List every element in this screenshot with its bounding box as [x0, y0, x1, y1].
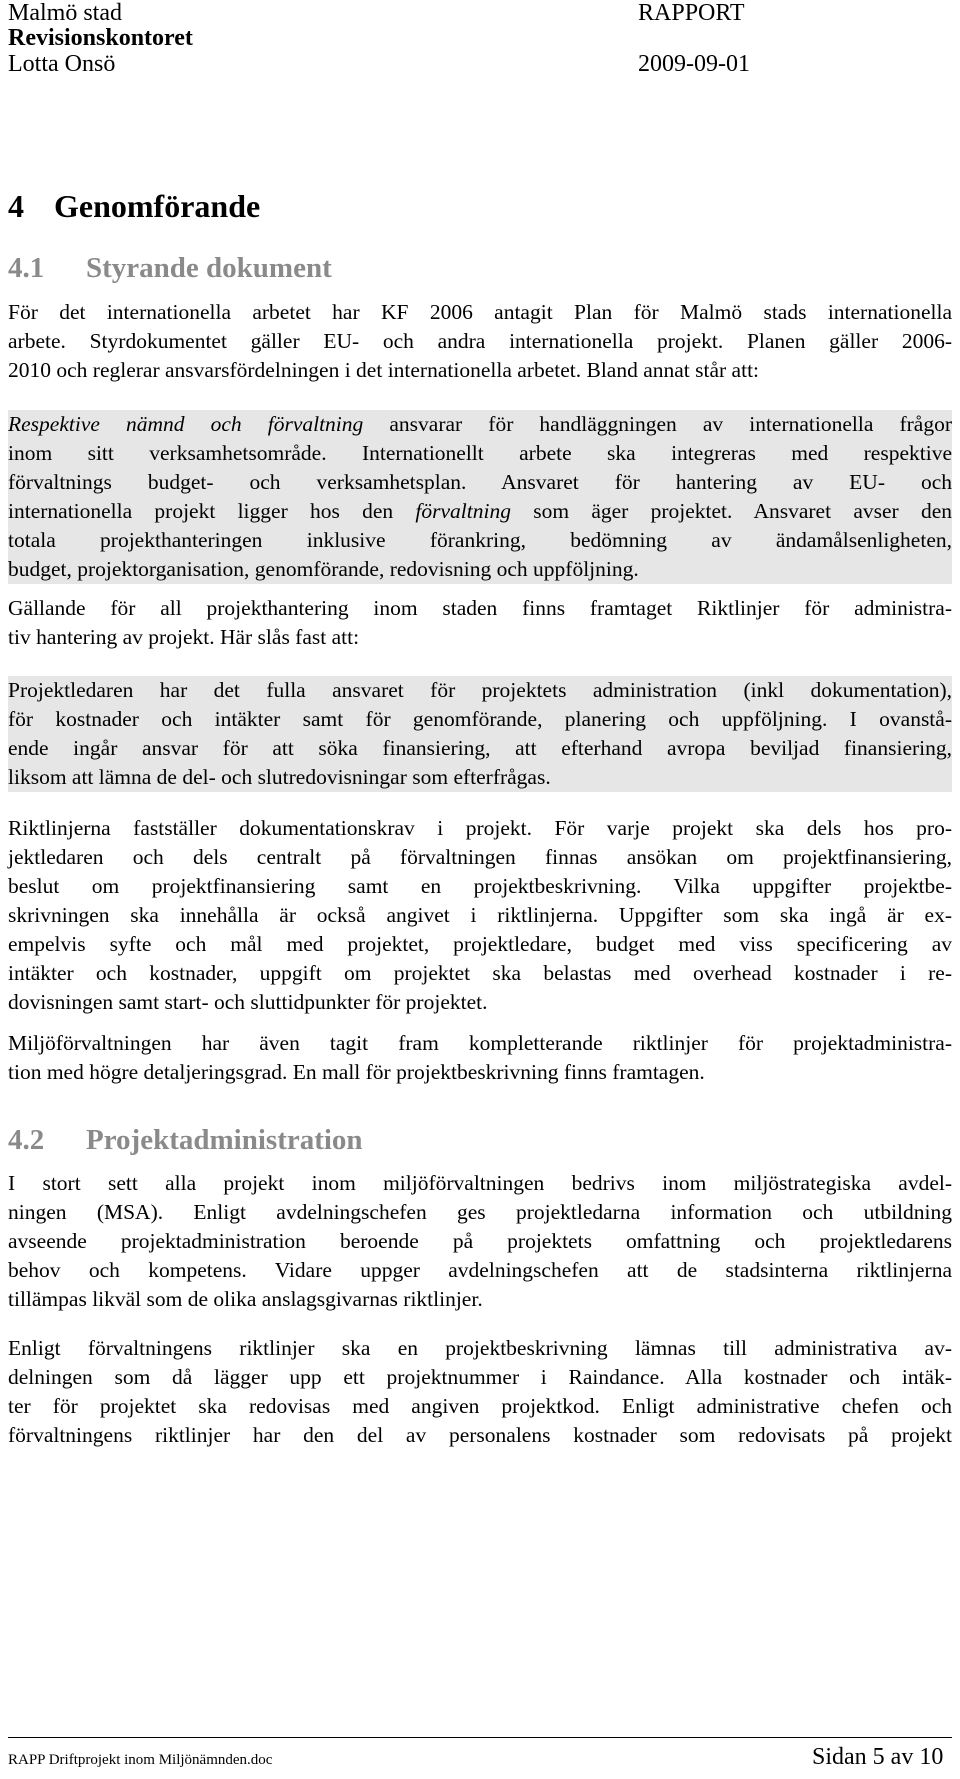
text-line: beslut om projektfinansiering samt en projektbeskrivning. Vilka uppgifter projektbe-	[8, 874, 952, 898]
text-line: tillämpas likväl som de olika anslagsgivarnas riktlinjer.	[8, 1287, 483, 1311]
text-line: Miljöförvaltningen har även tagit fram kompletterande riktlinjer för projektadministra-	[8, 1031, 952, 1055]
text-line: ningen (MSA). Enligt avdelningschefen ges projektledarna information och utbildning	[8, 1200, 952, 1224]
quote-plan	[8, 410, 952, 584]
section-number: 4.1	[8, 252, 45, 284]
text-run: internationella projekt ligger hos den	[8, 499, 416, 523]
text-line	[8, 410, 952, 439]
text-line: jektledaren och dels centralt på förvaltningen finnas ansökan om projektfinansiering,	[8, 845, 952, 869]
section-heading-4	[8, 186, 260, 226]
header-date: 2009-09-01	[638, 51, 750, 77]
text-line: ter för projektet ska redovisas med angiven projektkod. Enligt administrative chefen och	[8, 1394, 952, 1418]
header-dept: Revisionskontoret	[8, 25, 193, 51]
section-number: 4	[8, 188, 24, 224]
italic-text: Respektive nämnd och förvaltning	[8, 412, 364, 436]
text-line: Enligt förvaltningens riktlinjer ska en projektbeskrivning lämnas till administrativa av-	[8, 1336, 952, 1360]
text-line: behov och kompetens. Vidare uppger avdelningschefen att de stadsinterna riktlinjerna	[8, 1258, 952, 1282]
section-heading-4-1	[8, 250, 332, 286]
text-line: ende ingår ansvar för att söka finansiering, att efterhand avropa beviljad finansiering,	[8, 736, 952, 760]
paragraph-raindance	[8, 1334, 952, 1450]
section-title: Genomförande	[54, 188, 261, 224]
text-run: ansvarar för handläggningen av internationella frågor	[363, 412, 952, 436]
text-line: skrivningen ska innehålla är också angivet i riktlinjerna. Uppgifter som ska ingå är ex-	[8, 903, 952, 927]
header-org: Malmö stad	[8, 0, 122, 26]
paragraph-intro	[8, 298, 952, 385]
text-line: Gällande för all projekthantering inom staden finns framtaget Riktlinjer för administra-	[8, 596, 952, 620]
paragraph-supplementary	[8, 1029, 952, 1087]
text-line: förvaltnings budget- och verksamhetsplan. Ansvaret för hantering av EU- och	[8, 470, 952, 494]
section-title: Projektadministration	[86, 1124, 363, 1156]
text-line: I stort sett alla projekt inom miljöförvaltningen bedrivs inom miljöstrategiska avdel-	[8, 1171, 952, 1195]
text-line: budget, projektorganisation, genomförande, redovisning och uppföljning.	[8, 557, 639, 581]
text-line	[8, 497, 952, 526]
text-line: inom sitt verksamhetsområde. Internationellt arbete ska integreras med respektive	[8, 441, 952, 465]
text-line: Riktlinjerna fastställer dokumentationskrav i projekt. För varje projekt ska dels hos pro-	[8, 816, 952, 840]
footer-filename: RAPP Driftprojekt inom Miljönämnden.doc	[8, 1752, 273, 1768]
text-line: avseende projektadministration beroende på projektets omfattning och projektledarens	[8, 1229, 952, 1253]
text-line: 2010 och reglerar ansvarsfördelningen i det internationella arbetet. Bland annat står att:	[8, 358, 760, 382]
section-title: Styrande dokument	[86, 252, 332, 284]
text-line: arbete. Styrdokumentet gäller EU- och andra internationella projekt. Planen gäller 2006-	[8, 329, 952, 353]
text-line: empelvis syfte och mål med projektet, projektledare, budget med viss specificering av	[8, 932, 952, 956]
paragraph-documentation	[8, 814, 952, 1017]
text-line: liksom att lämna de del- och slutredovisningar som efterfrågas.	[8, 765, 551, 789]
text-line: tion med högre detaljeringsgrad. En mall för projektbeskrivning finns framtagen.	[8, 1060, 705, 1084]
header-doc-type: RAPPORT	[638, 0, 745, 26]
footer-divider	[8, 1737, 952, 1738]
text-line: Projektledaren har det fulla ansvaret för projektets administration (inkl dokumentation),	[8, 678, 952, 702]
paragraph-msa	[8, 1169, 952, 1314]
text-line: För det internationella arbetet har KF 2006 antagit Plan för Malmö stads internationella	[8, 300, 952, 324]
text-line: totala projekthanteringen inklusive förankring, bedömning av ändamålsenligheten,	[8, 528, 952, 552]
quote-guidelines	[8, 676, 952, 792]
paragraph-guidelines	[8, 594, 952, 652]
section-number: 4.2	[8, 1124, 45, 1156]
text-line: delningen som då lägger upp ett projektnummer i Raindance. Alla kostnader och intäk-	[8, 1365, 952, 1389]
text-line: dovisningen samt start- och sluttidpunkter för projektet.	[8, 990, 488, 1014]
footer-page-number: Sidan 5 av 10	[812, 1744, 944, 1770]
header-author: Lotta Onsö	[8, 51, 116, 77]
text-run: som äger projektet. Ansvaret avser den	[510, 499, 952, 523]
text-line: tiv hantering av projekt. Här slås fast att:	[8, 625, 360, 649]
text-line: intäkter och kostnader, uppgift om projektet ska belastas med overhead kostnader i re-	[8, 961, 952, 985]
section-heading-4-2	[8, 1122, 363, 1158]
text-line: för kostnader och intäkter samt för genomförande, planering och uppföljning. I ovanstå-	[8, 707, 952, 731]
text-line: förvaltningens riktlinjer har den del av personalens kostnader som redovisats på projekt	[8, 1423, 952, 1447]
italic-text: förvaltning	[415, 499, 511, 523]
